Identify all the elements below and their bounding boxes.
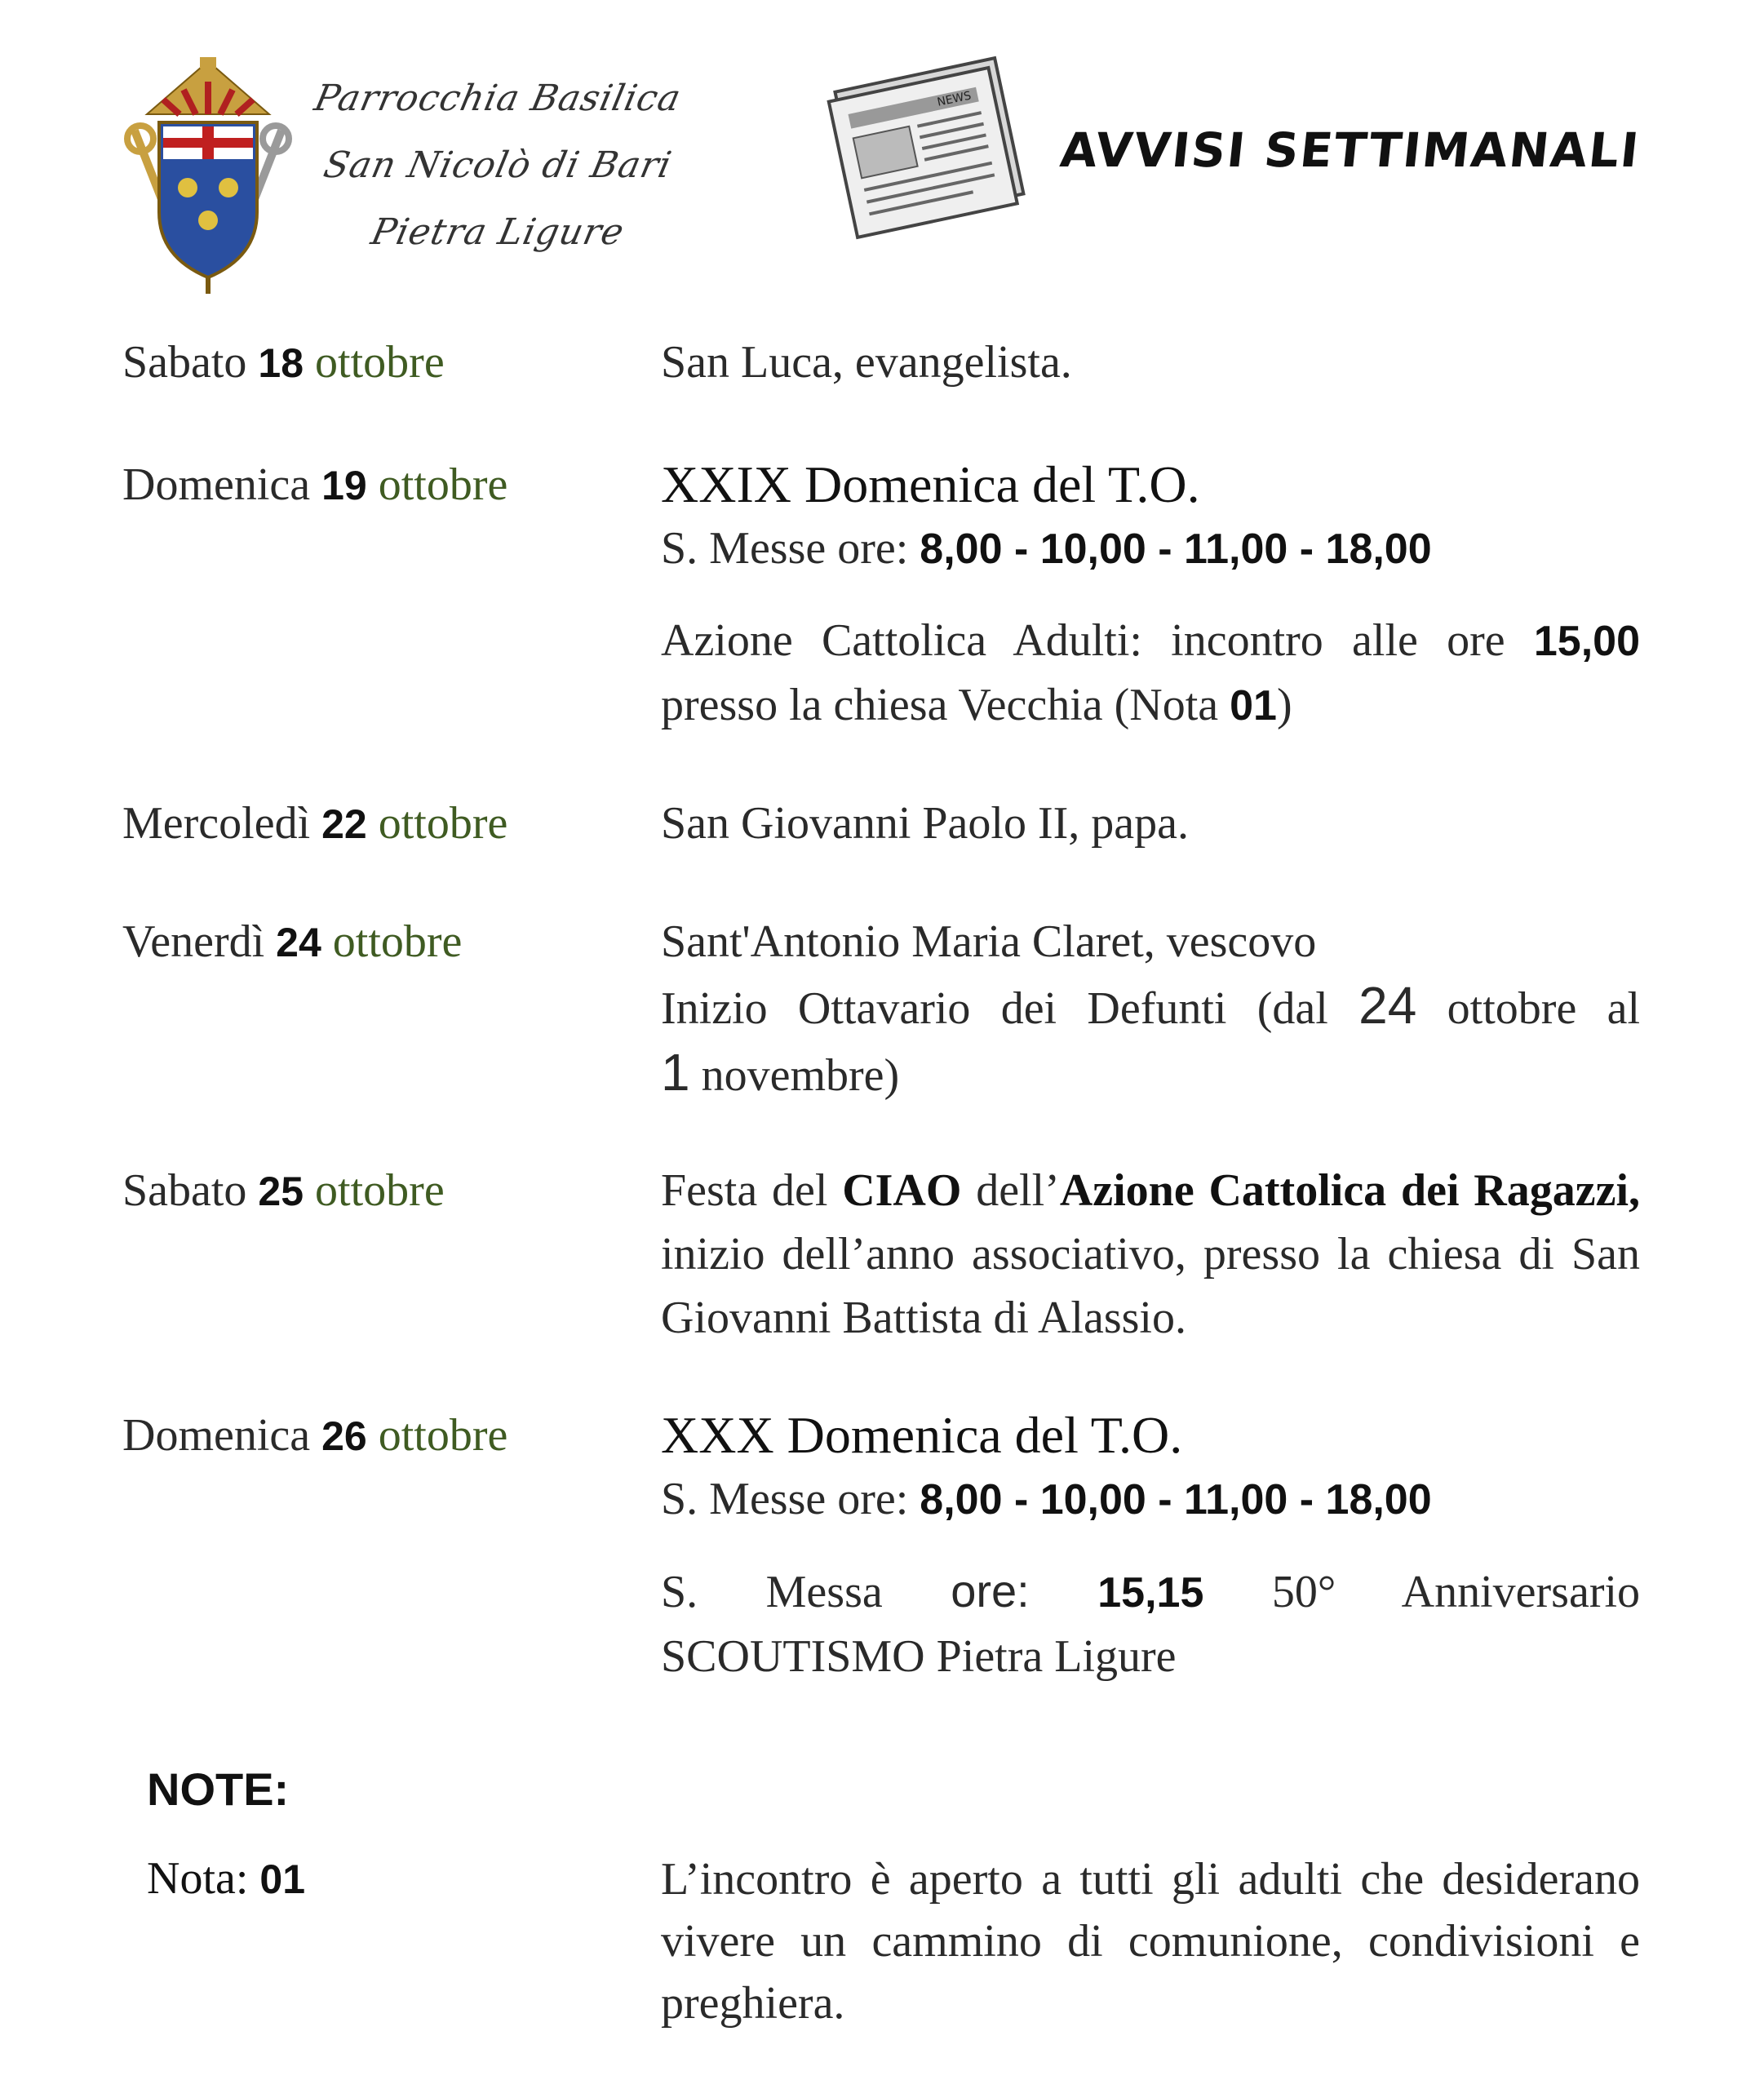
date-month: ottobre — [378, 798, 508, 849]
mass-times: 8,00 - 10,00 - 11,00 - 18,00 — [920, 526, 1432, 573]
event-text: Festa del — [661, 1165, 828, 1216]
entry-date — [122, 910, 645, 974]
note-label-text: Nota: — [147, 1853, 249, 1904]
mass-times-line — [661, 1467, 1640, 1532]
entry-content — [661, 1404, 1640, 1688]
entry-content — [661, 910, 1640, 1107]
date-number: 25 — [258, 1169, 304, 1214]
octave-end-day: 1 — [661, 1043, 690, 1102]
notice-time: 15,00 — [1533, 618, 1641, 665]
octave-text: Inizio Ottavario dei Defunti (dal — [661, 983, 1328, 1034]
mass-label: S. Messe ore: — [661, 1474, 909, 1524]
date-number: 26 — [321, 1413, 367, 1459]
entry-content — [661, 453, 1640, 738]
parish-name — [310, 65, 685, 266]
parish-line-3: Pietra Ligure — [367, 211, 628, 253]
newspaper-icon — [816, 49, 1044, 245]
date-day: Mercoledì — [122, 798, 311, 849]
event-text: dell’ — [976, 1165, 1060, 1216]
note-label — [147, 1852, 305, 1905]
anniversary-text: S. Messa — [661, 1567, 883, 1617]
note-text: L’incontro è aperto a tutti gli adulti che desiderano vivere un cammino di comunione, condivisioni e preghiera. — [661, 1854, 1640, 2029]
octave-start-day: 24 — [1358, 976, 1417, 1035]
date-number: 22 — [321, 801, 367, 847]
mass-times: 8,00 - 10,00 - 11,00 - 18,00 — [920, 1476, 1432, 1524]
date-month: ottobre — [378, 459, 508, 510]
notice-text: Azione Cattolica Adulti: incontro alle ore — [661, 615, 1505, 666]
sunday-heading: XXIX Domenica del T.O. — [661, 455, 1200, 513]
entry-content — [661, 330, 1640, 394]
entry-text: San Giovanni Paolo II, papa. — [661, 798, 1189, 849]
date-number: 18 — [258, 340, 304, 386]
sunday-heading: XXX Domenica del T.O. — [661, 1406, 1183, 1464]
mass-times-line — [661, 517, 1640, 581]
mass-label: S. Messe ore: — [661, 523, 909, 574]
date-number: 19 — [321, 463, 367, 508]
notice-line-1 — [661, 609, 1640, 673]
octave-line — [661, 974, 1640, 1040]
notes-title: NOTE: — [147, 1763, 290, 1815]
entry-date — [122, 1159, 645, 1223]
entry-content — [661, 792, 1640, 855]
newspaper-label: NEWS — [936, 89, 973, 109]
notice-text: presso la chiesa Vecchia (Nota — [661, 680, 1219, 730]
parish-line-1: Parrocchia Basilica — [310, 78, 685, 119]
event-paragraph — [661, 1159, 1640, 1350]
entry-date — [122, 1404, 645, 1468]
entry-text: Sant'Antonio Maria Claret, vescovo — [661, 916, 1317, 967]
date-month: ottobre — [315, 1165, 445, 1216]
note-label-number: 01 — [259, 1856, 306, 1902]
date-day: Sabato — [122, 1165, 247, 1216]
anniversary-time: 15,15 — [1097, 1569, 1204, 1617]
octave-text-2: ottobre al — [1447, 983, 1641, 1034]
parish-crest-logo — [122, 57, 294, 294]
notice-line-2 — [661, 673, 1640, 738]
page-title: AVVISI SETTIMANALI — [1057, 122, 1643, 178]
event-organization: Azione Cattolica dei Ragazzi, — [1059, 1165, 1640, 1216]
anniversary-subject: SCOUTISMO Pietra Ligure — [661, 1631, 1177, 1682]
event-text: inizio dell’anno associativo, presso la chiesa di San Giovanni Battista di Alassio. — [661, 1229, 1640, 1343]
anniversary-label: 50° Anniversario — [1271, 1567, 1641, 1617]
entry-date — [122, 453, 645, 517]
date-day: Venerdì — [122, 916, 265, 967]
date-month: ottobre — [315, 337, 445, 388]
entry-text: San Luca, evangelista. — [661, 337, 1072, 388]
event-name: CIAO — [842, 1165, 962, 1216]
date-month: ottobre — [332, 916, 463, 967]
note-reference: 01 — [1230, 682, 1277, 730]
anniversary-ore: ore: — [951, 1565, 1030, 1617]
date-number: 24 — [276, 920, 321, 965]
date-day: Domenica — [122, 1410, 311, 1461]
octave-line-end — [661, 1040, 1640, 1107]
anniversary-line — [661, 1559, 1640, 1625]
notice-text-end: ) — [1276, 680, 1292, 730]
date-day: Domenica — [122, 459, 311, 510]
entry-content — [661, 1159, 1640, 1350]
header — [0, 0, 1764, 302]
octave-end-text: novembre) — [701, 1050, 900, 1101]
parish-line-2: San Nicolò di Bari — [320, 144, 676, 186]
entry-date — [122, 330, 645, 395]
date-month: ottobre — [378, 1410, 508, 1461]
date-day: Sabato — [122, 337, 247, 388]
entry-date — [122, 792, 645, 856]
